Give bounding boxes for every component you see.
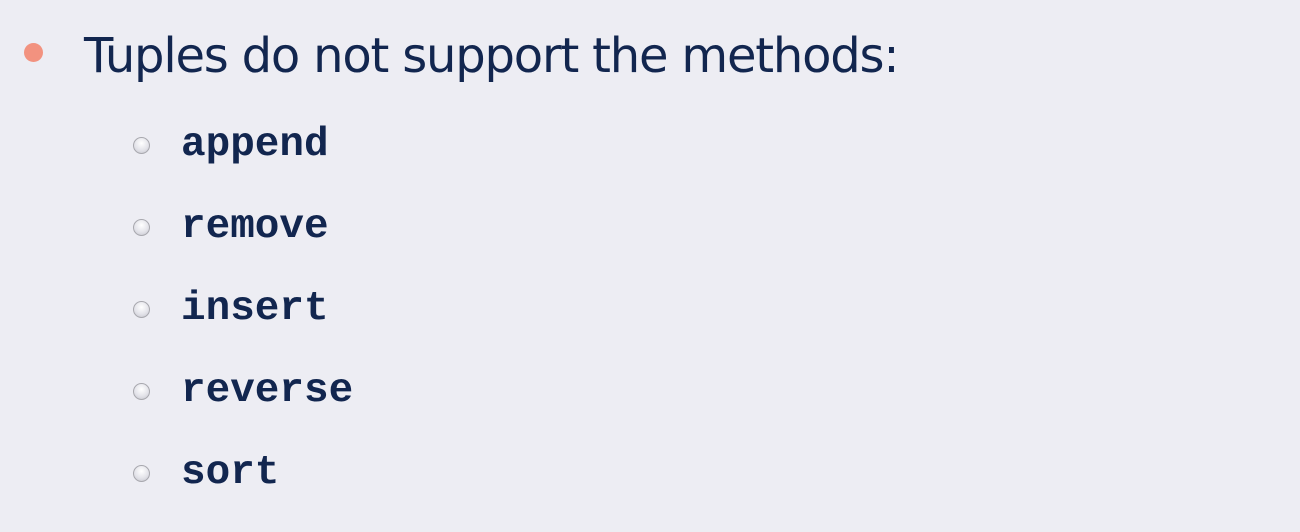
method-name: insert [181,286,329,332]
list-item [0,443,1300,525]
list-item [0,197,1300,279]
slide-heading: Tuples do not support the methods: [84,28,899,84]
sub-bullet-icon [133,383,150,400]
method-name: reverse [181,368,354,414]
method-list [0,115,1300,525]
bullet-dot-icon [24,43,43,62]
method-name: sort [181,450,280,496]
sub-bullet-icon [133,465,150,482]
list-item [0,361,1300,443]
method-name: append [181,122,329,168]
method-name: remove [181,204,329,250]
sub-bullet-icon [133,137,150,154]
sub-bullet-icon [133,301,150,318]
sub-bullet-icon [133,219,150,236]
list-item [0,115,1300,197]
main-bullet-item [0,22,1300,92]
list-item [0,279,1300,361]
